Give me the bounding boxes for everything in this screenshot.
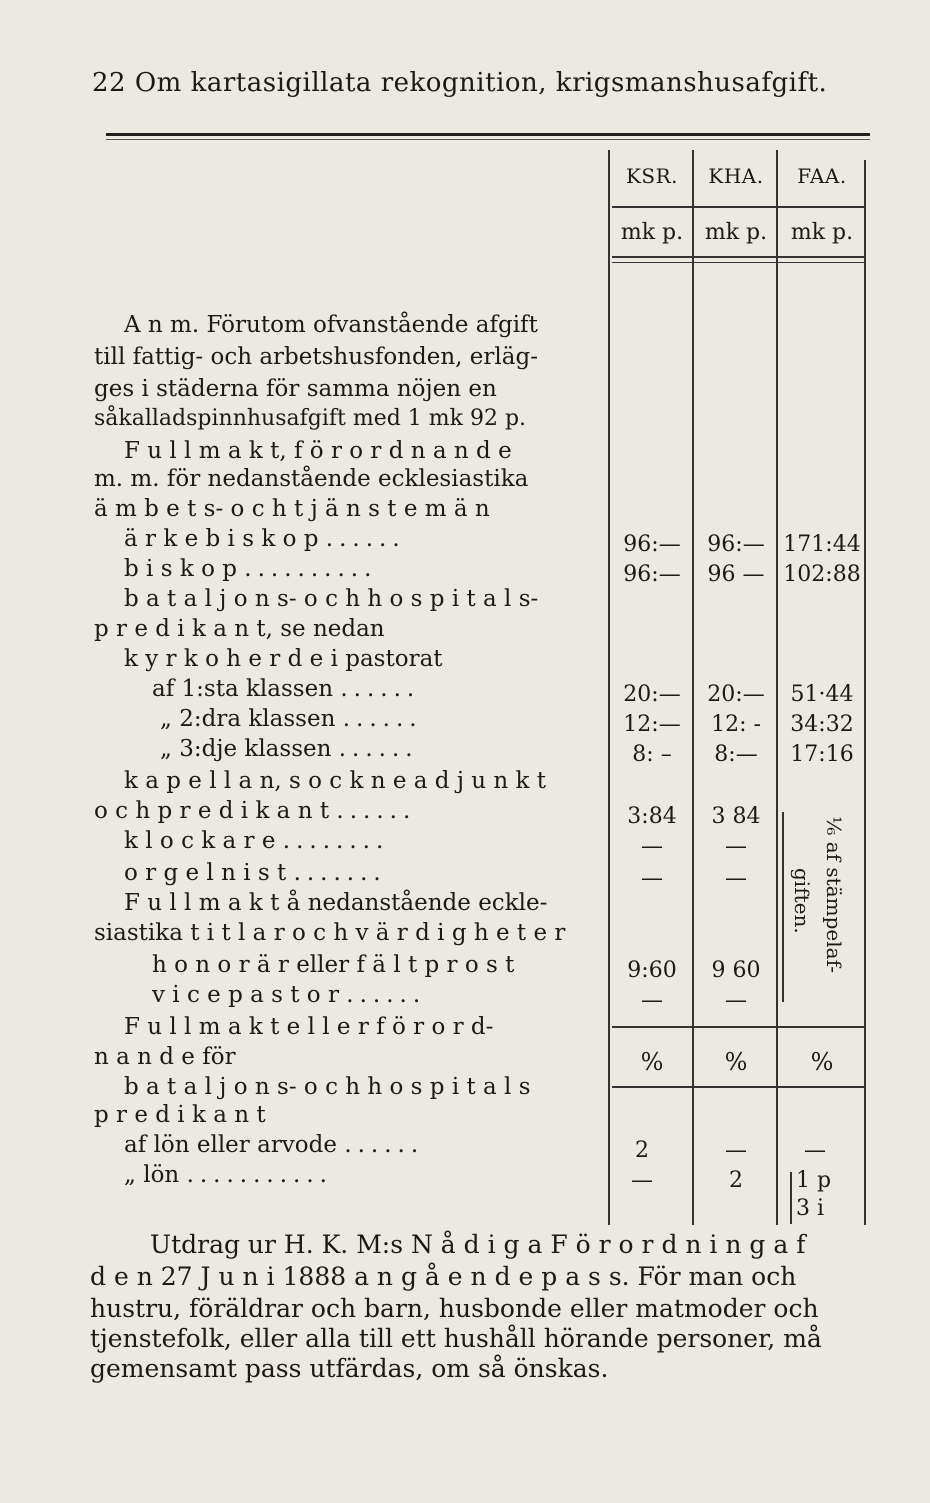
section3-heading: b a t a l j o n s- o c h h o s p i t a l s [124, 1074, 531, 1100]
cell-ksr: 20:— [623, 682, 681, 707]
cell-kha-pct: % [724, 1048, 748, 1076]
table-divider-1 [692, 150, 694, 1225]
row-label: „ 3:dje klassen ...... [160, 736, 419, 762]
col-unit-faa: mk p. [790, 220, 854, 245]
cell-kha: 9 60 [711, 958, 761, 983]
col-unit-ksr: mk p. [620, 220, 684, 245]
footer-line: hustru, föräldrar och barn, husbonde eller matmoder och [90, 1294, 819, 1323]
note-line: såkalladspinnhusafgift med 1 mk 92 p. [94, 406, 527, 431]
cell-ksr: — [631, 1168, 653, 1193]
cell-kha: 20:— [707, 682, 765, 707]
cell-faa: 34:32 [790, 712, 854, 737]
cell-kha: — [725, 1138, 747, 1163]
footer-line: gemensamt pass utfärdas, om så önskas. [90, 1354, 609, 1383]
section1-heading: ä m b e t s- o c h t j ä n s t e m ä n [94, 496, 490, 522]
row-label: af 1:sta klassen ...... [152, 676, 421, 702]
row-label: o r g e l n i s t ....... [124, 860, 387, 886]
section2-heading: F u l l m a k t å nedanstående eckle- [124, 890, 548, 916]
row-label: „ 2:dra klassen ...... [160, 706, 423, 732]
row-label: h o n o r ä r eller f ä l t p r o s t [152, 952, 515, 978]
cell-faa-brace-bottom: 3 i [796, 1196, 825, 1221]
cell-ksr: 8: – [632, 742, 672, 767]
table-divider-2 [776, 150, 778, 1225]
page-number: 22 [92, 68, 127, 98]
row-label: b i s k o p .......... [124, 556, 378, 582]
cell-ksr-pct: % [640, 1048, 664, 1076]
cell-kha: — [725, 988, 747, 1013]
col-unit-kha: mk p. [704, 220, 768, 245]
cell-faa: 102:88 [783, 562, 861, 587]
footer-line: tjenstefolk, eller alla till ett hushåll hörande personer, må [90, 1324, 822, 1353]
col-code-faa: FAA. [797, 164, 847, 188]
faa-small-brace [790, 1172, 792, 1224]
cell-ksr: — [641, 866, 663, 891]
table-pct-rule-bottom [612, 1086, 864, 1088]
row-label: ä r k e b i s k o p ...... [124, 526, 406, 552]
section1-heading: m. m. för nedanstående ecklesiastika [94, 466, 529, 492]
footer-line: d e n 27 J u n i 1888 a n g å e n d e p a s s. För man och [90, 1262, 797, 1291]
col-code-kha: KHA. [708, 164, 764, 188]
cell-faa-pct: % [810, 1048, 834, 1076]
row-label: af lön eller arvode ...... [124, 1132, 425, 1158]
row-label: k l o c k a r e ........ [124, 828, 390, 854]
cell-kha: 96:— [707, 532, 765, 557]
header-rule-thin [106, 139, 870, 140]
faa-vertical-note: ⅟₆ af stämpelaf- [822, 816, 846, 974]
section3-heading: p r e d i k a n t [94, 1102, 266, 1128]
cell-ksr: — [641, 988, 663, 1013]
row-label: k y r k o h e r d e i pastorat [124, 646, 443, 672]
cell-faa: 51·44 [790, 682, 854, 707]
cell-kha: 96 — [707, 562, 765, 587]
cell-kha: — [725, 834, 747, 859]
cell-ksr: 2 [635, 1138, 649, 1163]
table-divider-right [864, 160, 866, 1225]
faa-brace [782, 812, 784, 1002]
footer-line: Utdrag ur H. K. M:s N å d i g a F ö r o r d n i n g a f [150, 1230, 806, 1259]
row-label: v i c e p a s t o r ...... [152, 982, 427, 1008]
cell-ksr: 12:— [623, 712, 681, 737]
row-label: p r e d i k a n t, se nedan [94, 616, 385, 642]
cell-ksr: 3:84 [627, 804, 677, 829]
page-header [92, 68, 827, 98]
note-line: till fattig- och arbetshusfonden, erläg- [94, 344, 538, 370]
row-label: k a p e l l a n, s o c k n e a d j u n k t [124, 768, 547, 794]
table-head-rule-3 [612, 262, 864, 263]
col-code-ksr: KSR. [625, 164, 679, 188]
cell-ksr: 96:— [623, 562, 681, 587]
note-line: ges i städerna för samma nöjen en [94, 376, 497, 402]
table-pct-rule-top [612, 1026, 864, 1028]
cell-faa-brace-top: 1 p [796, 1168, 832, 1193]
cell-faa: 171:44 [783, 532, 861, 557]
table-head-rule-1 [612, 206, 864, 208]
cell-kha: 12: - [711, 712, 761, 737]
cell-kha: 3 84 [711, 804, 761, 829]
table-head-rule-2 [612, 256, 864, 258]
row-label: o c h p r e d i k a n t ...... [94, 798, 417, 824]
row-label: b a t a l j o n s- o c h h o s p i t a l s- [124, 586, 539, 612]
row-label: „ lön ........... [124, 1162, 333, 1188]
cell-ksr: 96:— [623, 532, 681, 557]
faa-vertical-note: giften. [790, 868, 814, 934]
cell-kha: 2 [729, 1168, 743, 1193]
cell-ksr: — [641, 834, 663, 859]
section2-heading: siastika t i t l a r o c h v ä r d i g h e t e r [94, 920, 566, 946]
table-divider-left [608, 150, 610, 1225]
header-rule [106, 133, 870, 136]
cell-faa: — [804, 1138, 826, 1163]
cell-ksr: 9:60 [627, 958, 677, 983]
cell-kha: 8:— [714, 742, 758, 767]
cell-faa: 17:16 [790, 742, 854, 767]
section3-heading: F u l l m a k t e l l e r f ö r o r d- [124, 1014, 494, 1040]
cell-kha: — [725, 866, 747, 891]
note-line: A n m. Förutom ofvanstående afgift [124, 312, 538, 338]
page-title: Om kartasigillata rekognition, krigsmanshusafgift. [134, 68, 828, 98]
section3-heading: n a n d e för [94, 1044, 236, 1070]
section1-heading: F u l l m a k t, f ö r o r d n a n d e [124, 438, 512, 464]
